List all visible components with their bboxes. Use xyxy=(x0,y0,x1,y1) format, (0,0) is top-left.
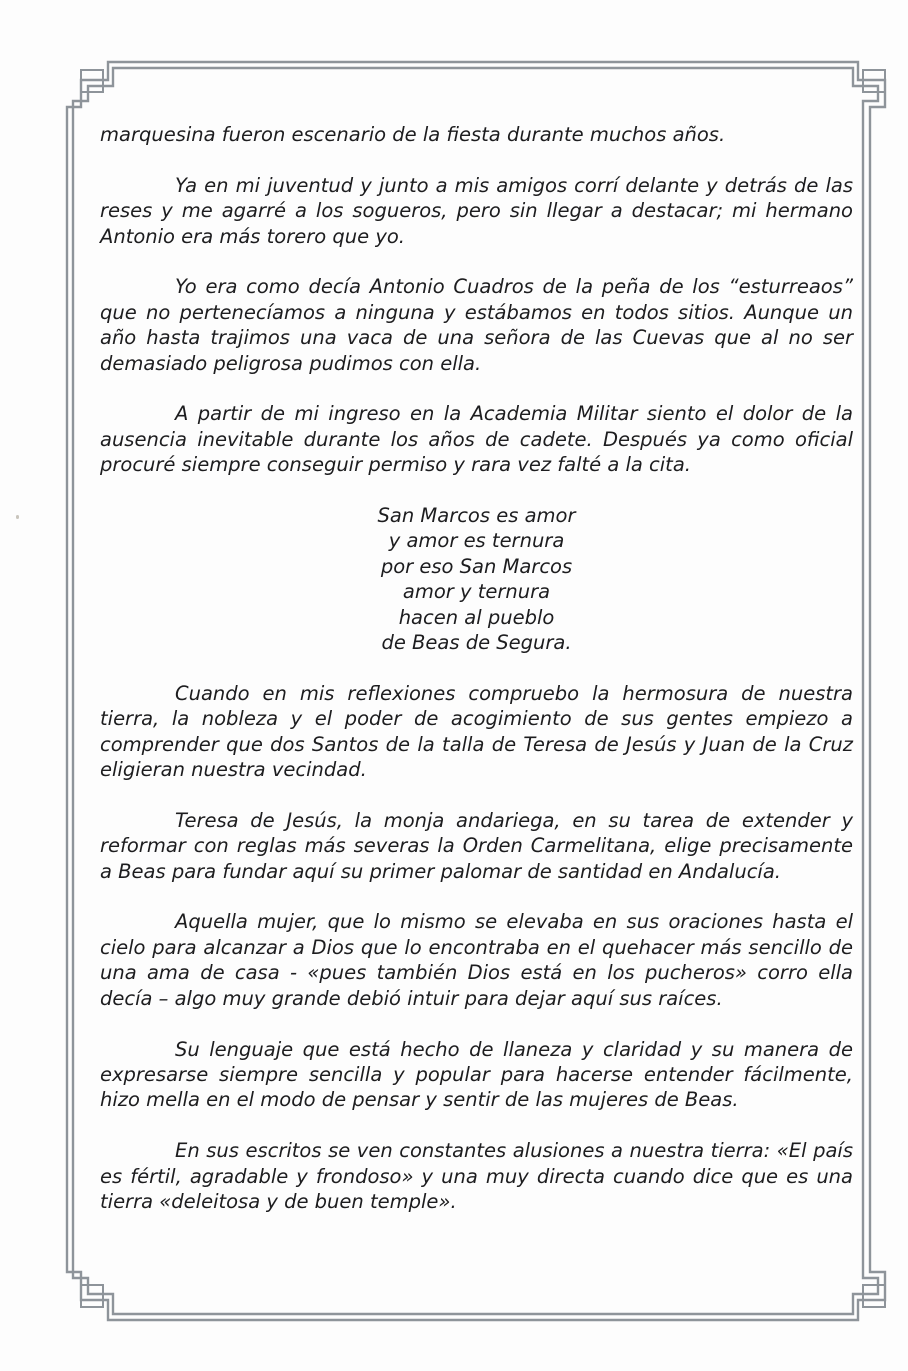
paragraph-lenguaje: Su lenguaje que está hecho de llaneza y claridad y su manera de expresarse siempre sencilla y popular para hacerse entender fácilmente, hizo mella en el modo de pensar y sentir de las mujeres de Beas. xyxy=(100,1037,853,1112)
paragraph-aquella-mujer: Aquella mujer, que lo mismo se elevaba en sus oraciones hasta el cielo para alcanzar a Dios que lo encontraba en el quehacer más sencillo de una ama de casa - «pues también Dios está en los pucheros» corro ella decía – algo muy grande debió intuir para dejar aquí sus raíces. xyxy=(100,910,853,1010)
poem-line: San Marcos es amor xyxy=(377,504,576,528)
poem-line: hacen al pueblo xyxy=(398,605,555,629)
paragraph-academia: A partir de mi ingreso en la Academia Militar siento el dolor de la ausencia inevitable durante los años de cadete. Después ya como oficial procuré siempre conseguir permiso y rara vez falté a la cita. xyxy=(100,402,853,477)
paragraph-reflexiones: Cuando en mis reflexiones compruebo la hermosura de nuestra tierra, la nobleza y el poder de acogimiento de sus gentes empiezo a comprender que dos Santos de la talla de Teresa de Jesús y Juan de la Cruz eligieran nuestra vecindad. xyxy=(100,681,853,782)
page-body-text xyxy=(100,122,853,1240)
paragraph-youth: Ya en mi juventud y junto a mis amigos corrí delante y detrás de las reses y me agarré a los sogueros, pero sin llegar a destacar; mi hermano Antonio era más torero que yo. xyxy=(100,173,853,248)
paragraph-teresa: Teresa de Jesús, la monja andariega, en su tarea de extender y reformar con reglas más severas la Orden Carmelitana, elige precisamente a Beas para fundar aquí su primer palomar de santidad en Andalucía. xyxy=(100,808,853,883)
corner-ornament-bottom-left xyxy=(81,1285,103,1307)
paragraph-esturreaos: Yo era como decía Antonio Cuadros de la peña de los “esturreaos” que no pertenecíamos a ninguna y estábamos en todos sitios. Aunque un año hasta trajimos una vaca de una señora de las Cuevas que al no ser demasiado peligrosa pudimos con ella. xyxy=(100,275,853,375)
poem-san-marcos xyxy=(100,503,853,655)
poem-line: amor y ternura xyxy=(402,580,551,604)
opening-line: marquesina fueron escenario de la fiesta durante muchos años. xyxy=(100,123,726,146)
paragraph-escritos: En sus escritos se ven constantes alusiones a nuestra tierra: «El país es fértil, agradable y frondoso» y una muy directa cuando dice que es una tierra «deleitosa y de buen temple». xyxy=(100,1139,853,1213)
poem-line: de Beas de Segura. xyxy=(381,631,572,655)
paper-speck xyxy=(16,515,19,519)
corner-ornament-bottom-right xyxy=(863,1285,885,1307)
poem-line: por eso San Marcos xyxy=(380,554,573,578)
poem-line: y amor es ternura xyxy=(388,529,565,553)
